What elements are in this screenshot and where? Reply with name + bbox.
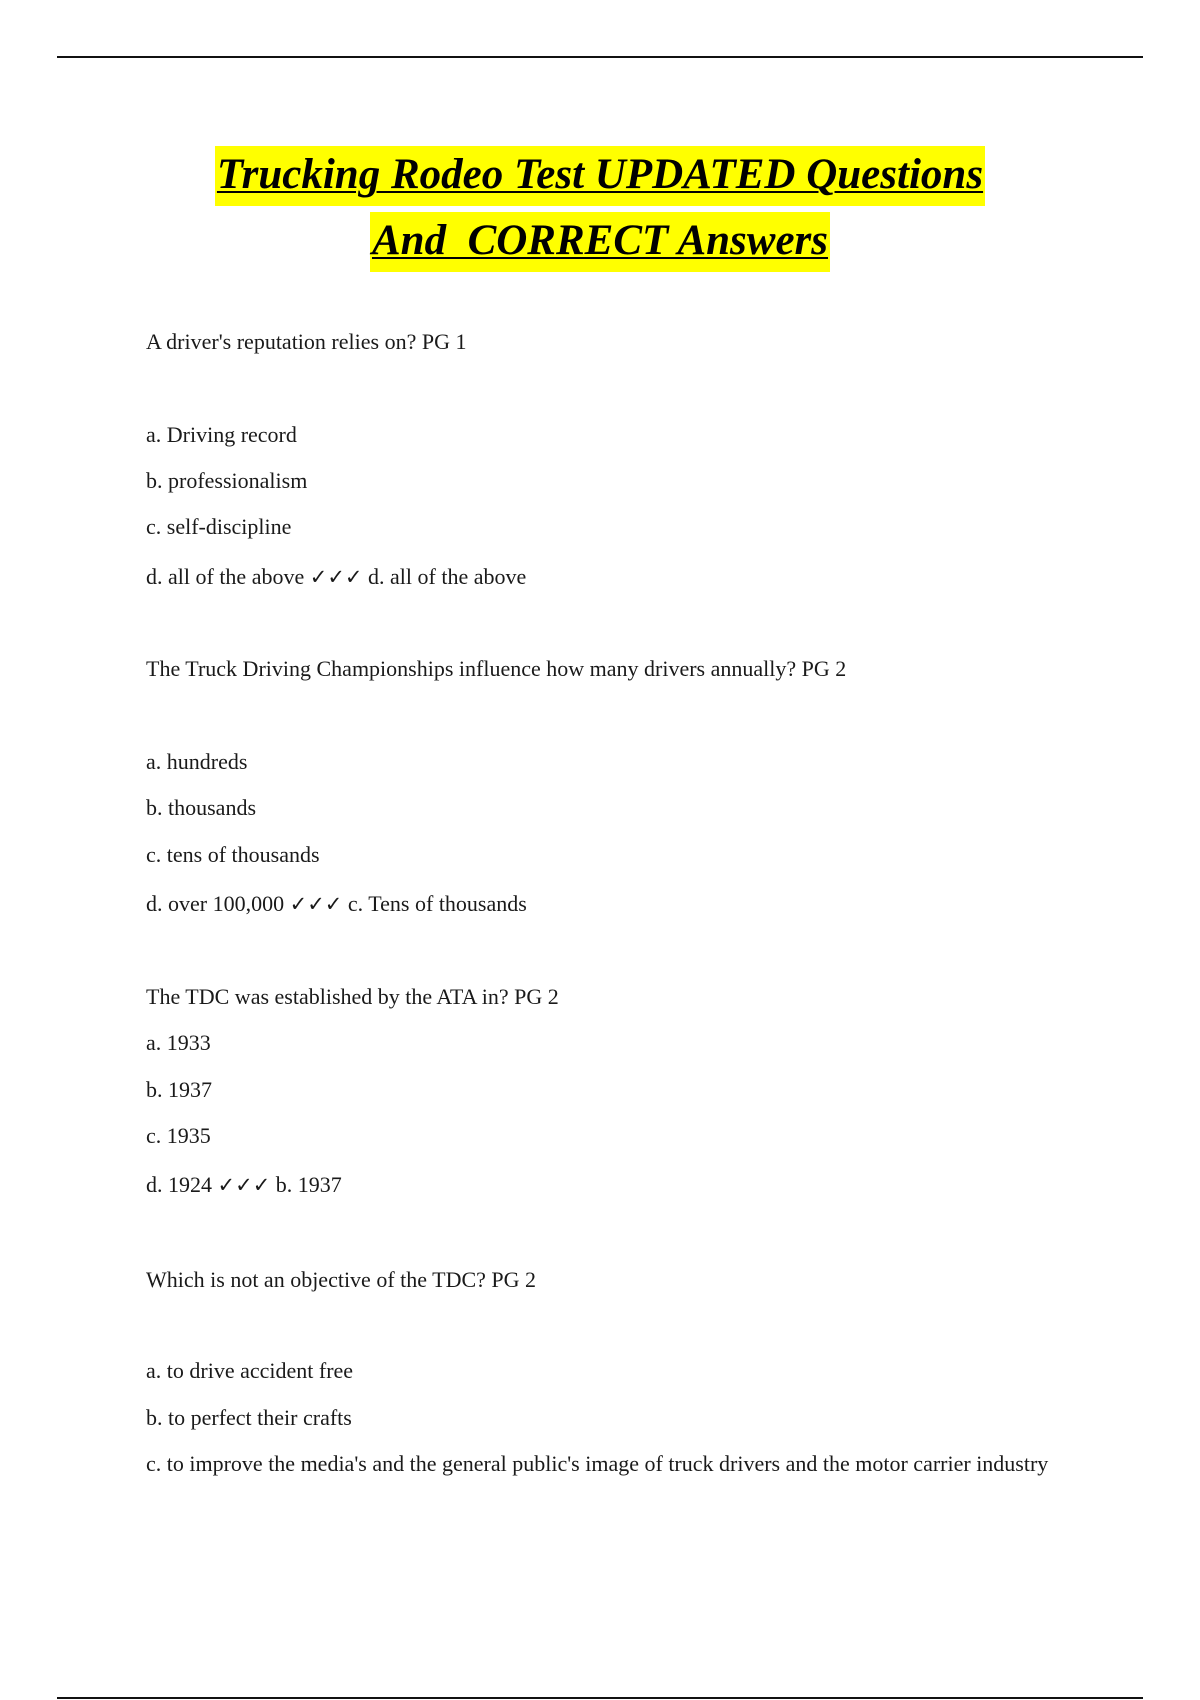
q3-option-d-with-answer	[146, 1170, 1066, 1200]
title-line-2: And CORRECT Answers	[370, 212, 830, 272]
q1-option-d: d. all of the above	[146, 564, 305, 589]
checkmark-icon: ✓✓✓	[289, 892, 343, 916]
title-line-1: Trucking Rodeo Test UPDATED Questions	[215, 146, 985, 206]
question-4: Which is not an objective of the TDC? PG 2	[146, 1267, 537, 1292]
q4-option-c: c. to improve the media's and the general public's image of truck drivers and the motor carrier industry	[146, 1451, 1049, 1476]
q3-answer: b. 1937	[275, 1172, 342, 1197]
q4-option-a: a. to drive accident free	[146, 1358, 354, 1383]
checkmark-icon: ✓✓✓	[309, 565, 363, 589]
q2-option-a: a. hundreds	[146, 749, 248, 774]
q2-option-d: d. over 100,000	[146, 891, 285, 916]
top-rule	[57, 56, 1143, 58]
q3-option-c: c. 1935	[146, 1123, 211, 1148]
question-1: A driver's reputation relies on? PG 1	[146, 329, 467, 354]
q2-option-d-with-answer	[146, 889, 1066, 919]
q1-option-c: c. self-discipline	[146, 514, 292, 539]
q2-option-b: b. thousands	[146, 795, 256, 820]
bottom-rule	[57, 1697, 1143, 1699]
q4-option-b: b. to perfect their crafts	[146, 1405, 352, 1430]
q2-option-c: c. tens of thousands	[146, 842, 320, 867]
document-title	[0, 146, 1200, 272]
question-2: The Truck Driving Championships influence how many drivers annually? PG 2	[146, 656, 847, 681]
question-3: The TDC was established by the ATA in? PG 2	[146, 984, 559, 1009]
q3-option-b: b. 1937	[146, 1077, 212, 1102]
q1-option-a: a. Driving record	[146, 422, 297, 447]
q3-option-a: a. 1933	[146, 1030, 211, 1055]
q3-option-d: d. 1924	[146, 1172, 212, 1197]
q1-option-b: b. professionalism	[146, 468, 308, 493]
q1-option-d-with-answer	[146, 562, 1066, 592]
q2-answer: c. Tens of thousands	[347, 891, 527, 916]
q1-answer: d. all of the above	[368, 564, 527, 589]
checkmark-icon: ✓✓✓	[217, 1173, 271, 1197]
